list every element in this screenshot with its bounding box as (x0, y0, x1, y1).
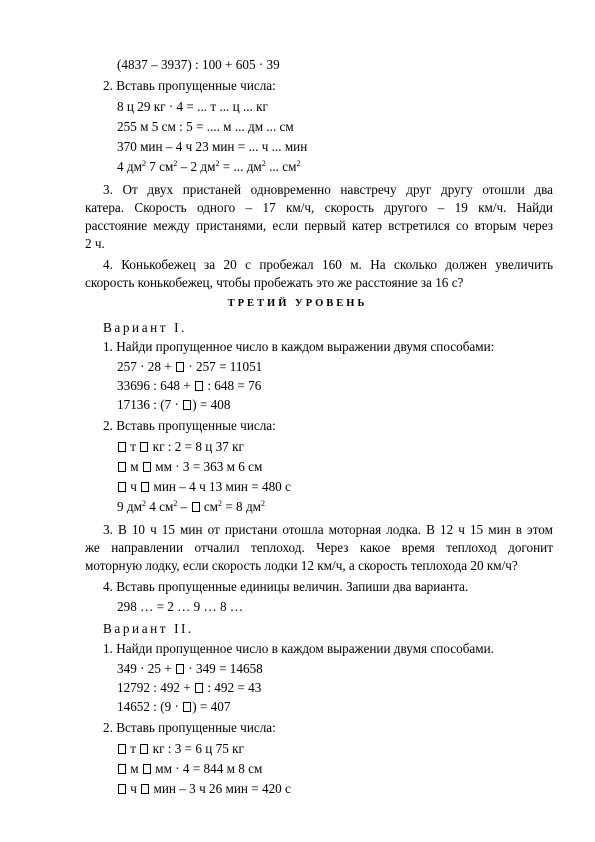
empty-box-icon (118, 744, 126, 754)
empty-box-icon (141, 784, 149, 794)
empty-box-icon (118, 462, 126, 472)
fill-line-3: 370 мин – 4 ч 23 мин = ... ч ... мин (117, 139, 308, 154)
v2-task-1-heading: 1. Найди пропущенное число в каждом выражении двумя способами. (103, 641, 494, 656)
v2-expression-3: 14652 : (9 · ) = 407 (117, 699, 231, 714)
v1-task-3-line-3: моторную лодку, если скорость лодки 12 км/ч, а скорость теплохода 20 км/ч? (85, 558, 518, 573)
v1-task-3-line-2: же направлении отчалил теплоход. Через какое время теплоход догонит (85, 540, 553, 555)
v2-expression-1: 349 · 25 + · 349 = 14658 (117, 661, 263, 676)
v1-task-3-line-1: 3. В 10 ч 15 мин от пристани отошла моторная лодка. В 12 ч 15 мин в этом (103, 522, 553, 537)
v1-fill-2: м мм · 3 = 363 м 6 см (117, 458, 262, 476)
empty-box-icon (195, 683, 203, 693)
task-2-heading: 2. Вставь пропущенные числа: (103, 78, 276, 93)
v1-fill-4: 9 $дм^2$ 4 $см^2 - см^2 = 8$ $дм^2$ (117, 499, 266, 514)
empty-box-icon (143, 462, 151, 472)
task-4-line-2: скорость конькобежец, чтобы пробежать это же расстояние за 16 с? (85, 275, 464, 290)
v1-task-1-heading: 1. Найди пропущенное число в каждом выражении двумя способами: (103, 339, 495, 354)
v2-fill-2: м мм · 4 = 844 м 8 см (117, 760, 262, 778)
v1-expression-3: 17136 : (7 · ) = 408 (117, 397, 231, 412)
empty-box-icon (118, 784, 126, 794)
fill-line-4: 4 $дм^2$ 7 $см^2 - 2$ $дм^2$ = ... $дм^2$ ... $см^2$ (117, 159, 301, 174)
task-3-line-4: 2 ч. (85, 236, 105, 251)
fill-line-1: 8 ц 29 кг · 4 = ... т ... ц ... кг (117, 99, 268, 114)
expression-line: (4837 – 3937) : 100 + 605 · 39 (117, 57, 280, 72)
task-3-line-1: 3. От двух пристаней одновременно навстречу друг другу отошли два (103, 182, 553, 197)
empty-box-icon (195, 381, 203, 391)
empty-box-icon (183, 400, 191, 410)
empty-box-icon (143, 764, 151, 774)
task-3-line-3: расстояние между пристанями, если первый катер встретился со вторым через (85, 218, 553, 233)
v2-fill-1: т кг : 3 = 6 ц 75 кг (117, 740, 244, 758)
empty-box-icon (176, 362, 184, 372)
variant-2-title: Вариант II. (103, 621, 194, 636)
fill-line-2: 255 м 5 см : 5 = .... м ... дм ... см (117, 119, 294, 134)
empty-box-icon (118, 442, 126, 452)
v1-fill-1: т кг : 2 = 8 ц 37 кг (117, 438, 244, 456)
empty-box-icon (140, 442, 148, 452)
task-3-line-2: катера. Скорость одного – 17 км/ч, скорость другого – 19 км/ч. Найди (85, 200, 553, 215)
empty-box-icon (183, 702, 191, 712)
empty-box-icon (141, 482, 149, 492)
variant-1-title: Вариант I. (103, 320, 187, 335)
level-heading: ТРЕТИЙ УРОВЕНЬ (227, 298, 368, 309)
v2-task-2-heading: 2. Вставь пропущенные числа: (103, 720, 276, 735)
v1-expression-1: 257 · 28 + · 257 = 11051 (117, 359, 263, 374)
empty-box-icon (192, 502, 200, 512)
v2-expression-2: 12792 : 492 + : 492 = 43 (117, 680, 262, 695)
v1-task-2-heading: 2. Вставь пропущенные числа: (103, 418, 276, 433)
empty-box-icon (118, 764, 126, 774)
empty-box-icon (118, 482, 126, 492)
empty-box-icon (176, 664, 184, 674)
v2-fill-3: ч мин – 3 ч 26 мин = 420 с (117, 780, 291, 798)
task-4-line-1: 4. Конькобежец за 20 с пробежал 160 м. На сколько должен увеличить (103, 257, 553, 272)
v1-expression-2: 33696 : 648 + : 648 = 76 (117, 378, 262, 393)
v1-task-4-line: 298 … = 2 … 9 … 8 … (117, 599, 244, 614)
v1-task-4-heading: 4. Вставь пропущенные единицы величин. Запиши два варианта. (103, 579, 469, 594)
empty-box-icon (140, 744, 148, 754)
v1-fill-3: ч мин – 4 ч 13 мин = 480 с (117, 478, 291, 496)
